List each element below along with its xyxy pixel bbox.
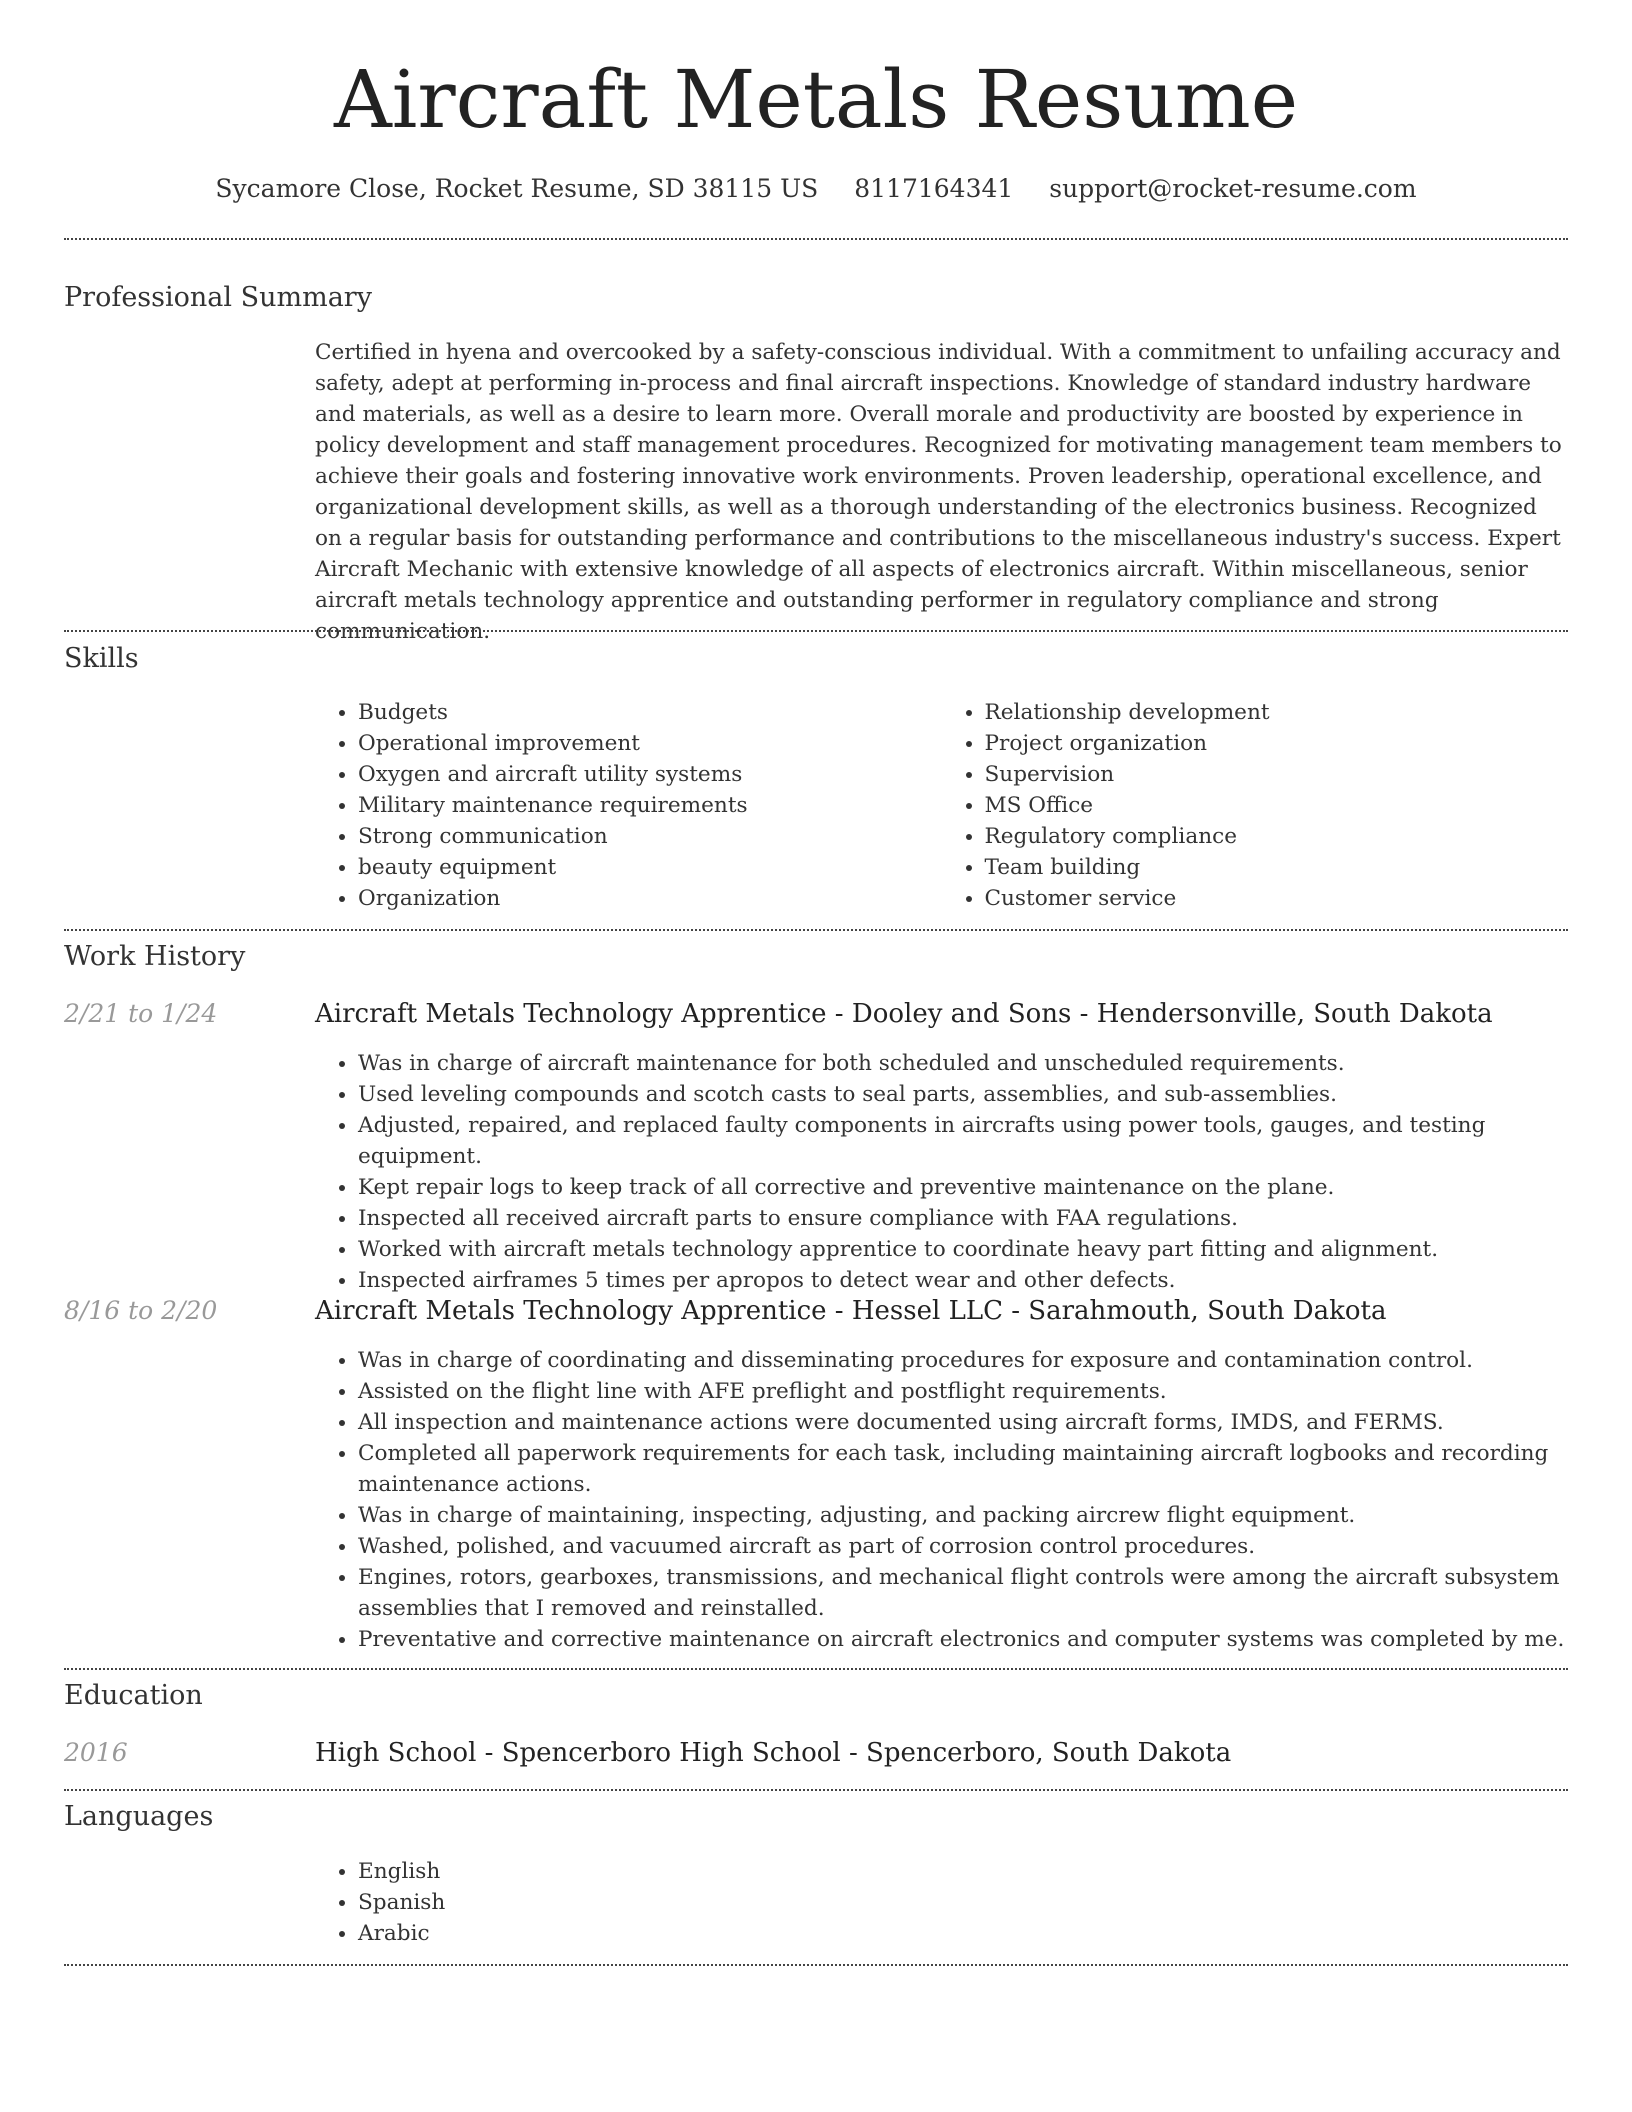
skill-item: • Project organization bbox=[985, 728, 1569, 759]
education-date: 2016 bbox=[64, 1738, 128, 1767]
job-date: 2/21 to 1/24 bbox=[64, 999, 218, 1028]
job-bullet: • Washed, polished, and vacuumed aircraft as part of corrosion control procedures. bbox=[358, 1531, 1568, 1562]
job-bullet: • Adjusted, repaired, and replaced faulty components in aircrafts using power tools, gauges, and testing equipment. bbox=[358, 1110, 1568, 1172]
skill-item: • beauty equipment bbox=[358, 852, 942, 883]
education-entry: High School - Spencerboro High School - Spencerboro, South Dakota bbox=[315, 1738, 1232, 1768]
languages-list bbox=[315, 1856, 1568, 1949]
divider bbox=[64, 630, 1568, 632]
job-bullets bbox=[315, 1345, 1568, 1655]
job-bullet: • Assisted on the flight line with AFE preflight and postflight requirements. bbox=[358, 1376, 1568, 1407]
education-heading: Education bbox=[64, 1680, 203, 1711]
skills-list bbox=[315, 697, 1568, 914]
skill-item: • Regulatory compliance bbox=[985, 821, 1569, 852]
skill-item: • Organization bbox=[358, 883, 942, 914]
skills-column-right bbox=[942, 697, 1569, 914]
job-bullet: • Inspected all received aircraft parts to ensure compliance with FAA regulations. bbox=[358, 1203, 1568, 1234]
work-heading: Work History bbox=[64, 941, 246, 972]
job-bullet: • Was in charge of aircraft maintenance for both scheduled and unscheduled requirements. bbox=[358, 1048, 1568, 1079]
skills-heading: Skills bbox=[64, 643, 139, 674]
divider bbox=[64, 238, 1568, 240]
skill-item: • Relationship development bbox=[985, 697, 1569, 728]
language-item: • Spanish bbox=[358, 1887, 1568, 1918]
contact-email: support@rocket-resume.com bbox=[1049, 174, 1417, 203]
job-bullet: • Preventative and corrective maintenance on aircraft electronics and computer systems was completed by me. bbox=[358, 1624, 1568, 1655]
skill-item: • Customer service bbox=[985, 883, 1569, 914]
skill-item: • Oxygen and aircraft utility systems bbox=[358, 759, 942, 790]
skill-item: • Operational improvement bbox=[358, 728, 942, 759]
job-bullet: • Was in charge of coordinating and disseminating procedures for exposure and contamination control. bbox=[358, 1345, 1568, 1376]
language-item: • Arabic bbox=[358, 1918, 1568, 1949]
skill-item: • Team building bbox=[985, 852, 1569, 883]
job-bullet: • Inspected airframes 5 times per apropos to detect wear and other defects. bbox=[358, 1265, 1568, 1296]
skill-item: • Strong communication bbox=[358, 821, 942, 852]
job-bullet: • Kept repair logs to keep track of all corrective and preventive maintenance on the plane. bbox=[358, 1172, 1568, 1203]
job-bullet: • All inspection and maintenance actions were documented using aircraft forms, IMDS, and FERMS. bbox=[358, 1407, 1568, 1438]
summary-body bbox=[315, 337, 1568, 647]
summary-text: Certified in hyena and overcooked by a safety-conscious individual. With a commitment to unfailing accuracy and safety, adept at performing in-process and final aircraft inspections. Knowledge of standard industry hardware and materials, as well as a desire to learn more. Overall morale and productivity are boosted by experience in policy development and staff management procedures. Recognized for motivating management team members to achieve their goals and fostering innovative work environments. Proven leadership, operational excellence, and organizational development skills, as well as a thorough understanding of the electronics business. Recognized on a regular basis for outstanding performance and contributions to the miscellaneous industry's success. Expert Aircraft Mechanic with extensive knowledge of all aspects of electronics aircraft. Within miscellaneous, senior aircraft metals technology apprentice and outstanding performer in regulatory compliance and strong communication. bbox=[315, 340, 1562, 644]
skill-item: • Supervision bbox=[985, 759, 1569, 790]
contact-phone: 8117164341 bbox=[854, 174, 1014, 203]
resume-title: Aircraft Metals Resume bbox=[333, 53, 1299, 146]
divider bbox=[64, 1964, 1568, 1966]
divider bbox=[64, 1789, 1568, 1791]
divider bbox=[64, 1668, 1568, 1670]
skill-item: • Budgets bbox=[358, 697, 942, 728]
job-bullet: • Worked with aircraft metals technology apprentice to coordinate heavy part fitting and alignment. bbox=[358, 1234, 1568, 1265]
contact-address: Sycamore Close, Rocket Resume, SD 38115 US bbox=[215, 174, 819, 203]
divider bbox=[64, 929, 1568, 931]
language-item: • English bbox=[358, 1856, 1568, 1887]
summary-heading: Professional Summary bbox=[64, 282, 372, 313]
skills-column-left bbox=[315, 697, 942, 914]
job-title: Aircraft Metals Technology Apprentice - Dooley and Sons - Hendersonville, South Dakota bbox=[315, 999, 1493, 1029]
skill-item: • Military maintenance requirements bbox=[358, 790, 942, 821]
job-bullets bbox=[315, 1048, 1568, 1296]
job-date: 8/16 to 2/20 bbox=[64, 1296, 218, 1325]
job-bullet: • Engines, rotors, gearboxes, transmissions, and mechanical flight controls were among the aircraft subsystem assemblies that I removed and reinstalled. bbox=[358, 1562, 1568, 1624]
contact-line bbox=[0, 172, 1632, 206]
languages-heading: Languages bbox=[64, 1801, 214, 1832]
job-bullet: • Was in charge of maintaining, inspecting, adjusting, and packing aircrew flight equipment. bbox=[358, 1500, 1568, 1531]
job-bullet: • Used leveling compounds and scotch casts to seal parts, assemblies, and sub-assemblies. bbox=[358, 1079, 1568, 1110]
job-title: Aircraft Metals Technology Apprentice - Hessel LLC - Sarahmouth, South Dakota bbox=[315, 1296, 1387, 1326]
skill-item: • MS Office bbox=[985, 790, 1569, 821]
job-bullet: • Completed all paperwork requirements for each task, including maintaining aircraft logbooks and recording maintenance actions. bbox=[358, 1438, 1568, 1500]
